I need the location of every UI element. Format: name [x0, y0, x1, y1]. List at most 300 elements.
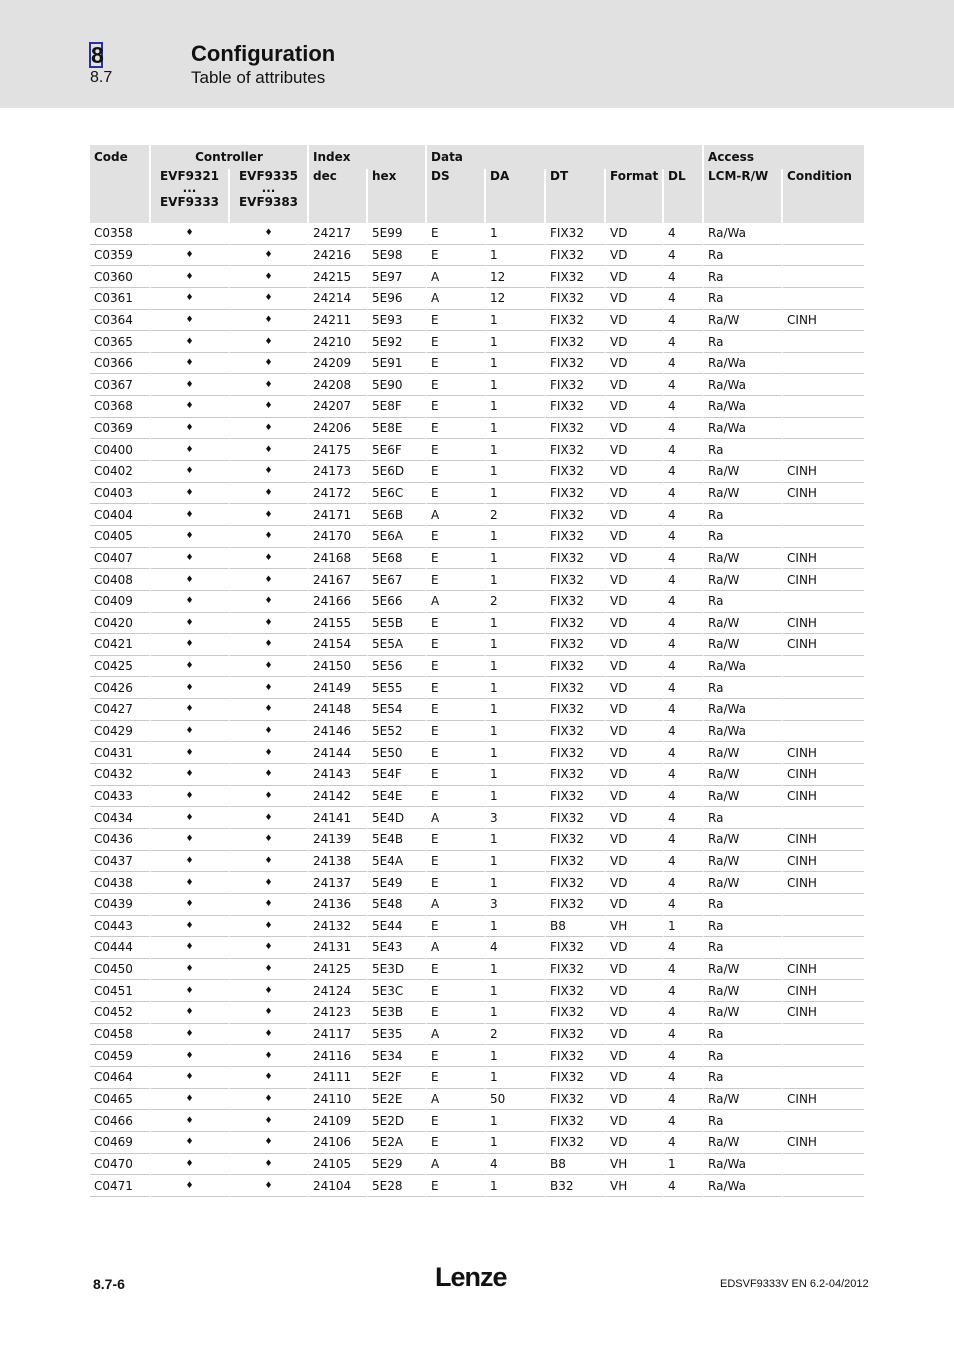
- cell-ds: E: [427, 483, 486, 505]
- cell-hex: 5E5B: [368, 613, 427, 635]
- cell-ds: E: [427, 1132, 486, 1154]
- cell-da: 1: [486, 1045, 546, 1067]
- cell-ds: E: [427, 353, 486, 375]
- cell-hex: 5E4D: [368, 807, 427, 829]
- cell-dt: B8: [546, 1154, 606, 1176]
- cell-format: VD: [606, 288, 664, 310]
- table-row: [90, 526, 864, 548]
- cell-da: 12: [486, 266, 546, 288]
- cell-dl: 4: [664, 483, 704, 505]
- cell-condition: [783, 937, 864, 959]
- cell-hex: 5E3C: [368, 980, 427, 1002]
- cell-ds: E: [427, 1002, 486, 1024]
- cell-dl: 4: [664, 548, 704, 570]
- cell-controller-evf9335-9383-bullet: ♦: [230, 872, 309, 894]
- cell-condition: [783, 526, 864, 548]
- table-row: [90, 504, 864, 526]
- cell-ds: E: [427, 374, 486, 396]
- cell-format: VD: [606, 1067, 664, 1089]
- cell-format: VD: [606, 829, 664, 851]
- cell-dt: FIX32: [546, 721, 606, 743]
- cell-controller-evf9321-9333-bullet: ♦: [151, 526, 230, 548]
- footer-document-id: EDSVF9333V EN 6.2-04/2012: [720, 1278, 869, 1290]
- cell-dl: 4: [664, 418, 704, 440]
- cell-dt: FIX32: [546, 613, 606, 635]
- cell-code: C0405: [90, 526, 151, 548]
- cell-dec: 24109: [309, 1110, 368, 1132]
- cell-dec: 24215: [309, 266, 368, 288]
- cell-code: C0404: [90, 504, 151, 526]
- cell-lcm: Ra: [704, 677, 783, 699]
- table-row: [90, 591, 864, 613]
- cell-dec: 24207: [309, 396, 368, 418]
- cell-dl: 4: [664, 1045, 704, 1067]
- cell-ds: E: [427, 829, 486, 851]
- cell-condition: CINH: [783, 548, 864, 570]
- header-controller: Controller: [151, 145, 309, 169]
- table-row: [90, 807, 864, 829]
- cell-da: 1: [486, 483, 546, 505]
- cell-lcm: Ra: [704, 288, 783, 310]
- cell-dt: FIX32: [546, 872, 606, 894]
- cell-dec: 24167: [309, 569, 368, 591]
- cell-hex: 5E55: [368, 677, 427, 699]
- cell-dt: FIX32: [546, 288, 606, 310]
- cell-ds: A: [427, 807, 486, 829]
- cell-condition: [783, 894, 864, 916]
- cell-format: VD: [606, 980, 664, 1002]
- cell-lcm: Ra/W: [704, 310, 783, 332]
- cell-code: C0360: [90, 266, 151, 288]
- cell-lcm: Ra/Wa: [704, 353, 783, 375]
- cell-format: VH: [606, 1175, 664, 1197]
- cell-format: VH: [606, 916, 664, 938]
- cell-code: C0436: [90, 829, 151, 851]
- table-group-header-row: [90, 145, 864, 169]
- cell-controller-evf9335-9383-bullet: ♦: [230, 959, 309, 981]
- cell-hex: 5E96: [368, 288, 427, 310]
- cell-format: VD: [606, 851, 664, 873]
- cell-code: C0366: [90, 353, 151, 375]
- cell-controller-evf9335-9383-bullet: ♦: [230, 786, 309, 808]
- cell-controller-evf9335-9383-bullet: ♦: [230, 742, 309, 764]
- cell-dec: 24206: [309, 418, 368, 440]
- cell-controller-evf9335-9383-bullet: ♦: [230, 980, 309, 1002]
- cell-lcm: Ra/W: [704, 851, 783, 873]
- cell-da: 1: [486, 851, 546, 873]
- header-data: Data: [427, 145, 704, 169]
- cell-condition: [783, 721, 864, 743]
- cell-dl: 4: [664, 266, 704, 288]
- cell-controller-evf9335-9383-bullet: ♦: [230, 331, 309, 353]
- cell-da: 1: [486, 764, 546, 786]
- cell-condition: [783, 916, 864, 938]
- cell-ds: A: [427, 504, 486, 526]
- cell-ds: E: [427, 677, 486, 699]
- cell-da: 2: [486, 1024, 546, 1046]
- cell-controller-evf9321-9333-bullet: ♦: [151, 353, 230, 375]
- table-row: [90, 461, 864, 483]
- cell-controller-evf9335-9383-bullet: ♦: [230, 439, 309, 461]
- cell-controller-evf9321-9333-bullet: ♦: [151, 1110, 230, 1132]
- cell-format: VD: [606, 786, 664, 808]
- table-row: [90, 829, 864, 851]
- cell-ds: A: [427, 266, 486, 288]
- cell-dec: 24173: [309, 461, 368, 483]
- cell-hex: 5E6D: [368, 461, 427, 483]
- cell-dl: 4: [664, 591, 704, 613]
- table-row: [90, 742, 864, 764]
- cell-format: VD: [606, 374, 664, 396]
- cell-ds: E: [427, 1067, 486, 1089]
- cell-dt: FIX32: [546, 374, 606, 396]
- cell-da: 1: [486, 1067, 546, 1089]
- cell-ds: E: [427, 223, 486, 245]
- cell-dt: FIX32: [546, 266, 606, 288]
- cell-da: 1: [486, 223, 546, 245]
- cell-code: C0450: [90, 959, 151, 981]
- cell-controller-evf9321-9333-bullet: ♦: [151, 245, 230, 267]
- table-row: [90, 1045, 864, 1067]
- cell-controller-evf9321-9333-bullet: ♦: [151, 461, 230, 483]
- cell-dl: 4: [664, 1132, 704, 1154]
- cell-condition: CINH: [783, 872, 864, 894]
- cell-format: VD: [606, 699, 664, 721]
- cell-lcm: Ra/Wa: [704, 223, 783, 245]
- header-access: Access: [704, 145, 864, 169]
- cell-ds: E: [427, 634, 486, 656]
- header-hex: hex: [368, 169, 427, 223]
- cell-hex: 5E2E: [368, 1089, 427, 1111]
- cell-ds: A: [427, 937, 486, 959]
- cell-code: C0459: [90, 1045, 151, 1067]
- cell-format: VD: [606, 656, 664, 678]
- cell-controller-evf9335-9383-bullet: ♦: [230, 396, 309, 418]
- cell-code: C0470: [90, 1154, 151, 1176]
- cell-controller-evf9321-9333-bullet: ♦: [151, 634, 230, 656]
- cell-dec: 24216: [309, 245, 368, 267]
- table-row: [90, 266, 864, 288]
- table-row: [90, 634, 864, 656]
- cell-dec: 24155: [309, 613, 368, 635]
- cell-dec: 24171: [309, 504, 368, 526]
- cell-controller-evf9321-9333-bullet: ♦: [151, 894, 230, 916]
- cell-hex: 5E6F: [368, 439, 427, 461]
- header-dec: dec: [309, 169, 368, 223]
- cell-code: C0432: [90, 764, 151, 786]
- cell-controller-evf9321-9333-bullet: ♦: [151, 266, 230, 288]
- cell-controller-evf9335-9383-bullet: ♦: [230, 764, 309, 786]
- cell-dec: 24131: [309, 937, 368, 959]
- cell-dl: 4: [664, 872, 704, 894]
- cell-controller-evf9321-9333-bullet: ♦: [151, 613, 230, 635]
- cell-controller-evf9335-9383-bullet: ♦: [230, 937, 309, 959]
- cell-code: C0471: [90, 1175, 151, 1197]
- cell-controller-evf9321-9333-bullet: ♦: [151, 591, 230, 613]
- cell-controller-evf9335-9383-bullet: ♦: [230, 1132, 309, 1154]
- cell-lcm: Ra: [704, 916, 783, 938]
- cell-dl: 4: [664, 634, 704, 656]
- cell-code: C0429: [90, 721, 151, 743]
- cell-da: 1: [486, 396, 546, 418]
- cell-da: 1: [486, 331, 546, 353]
- cell-hex: 5E4F: [368, 764, 427, 786]
- cell-ds: E: [427, 851, 486, 873]
- cell-code: C0425: [90, 656, 151, 678]
- cell-controller-evf9335-9383-bullet: ♦: [230, 526, 309, 548]
- cell-lcm: Ra/W: [704, 569, 783, 591]
- cell-hex: 5E3D: [368, 959, 427, 981]
- cell-dt: FIX32: [546, 980, 606, 1002]
- cell-ds: E: [427, 916, 486, 938]
- cell-dl: 4: [664, 1175, 704, 1197]
- cell-da: 1: [486, 677, 546, 699]
- cell-controller-evf9321-9333-bullet: ♦: [151, 916, 230, 938]
- cell-controller-evf9321-9333-bullet: ♦: [151, 786, 230, 808]
- cell-ds: A: [427, 894, 486, 916]
- cell-ds: A: [427, 288, 486, 310]
- cell-controller-evf9335-9383-bullet: ♦: [230, 1089, 309, 1111]
- cell-dec: 24117: [309, 1024, 368, 1046]
- cell-da: 2: [486, 504, 546, 526]
- cell-hex: 5E52: [368, 721, 427, 743]
- cell-dec: 24168: [309, 548, 368, 570]
- cell-da: 1: [486, 721, 546, 743]
- table-row: [90, 418, 864, 440]
- cell-da: 1: [486, 699, 546, 721]
- cell-controller-evf9335-9383-bullet: ♦: [230, 374, 309, 396]
- cell-dl: 4: [664, 439, 704, 461]
- cell-dt: FIX32: [546, 353, 606, 375]
- cell-lcm: Ra: [704, 807, 783, 829]
- cell-code: C0444: [90, 937, 151, 959]
- cell-hex: 5E3B: [368, 1002, 427, 1024]
- cell-dl: 4: [664, 807, 704, 829]
- cell-ds: E: [427, 980, 486, 1002]
- cell-condition: [783, 439, 864, 461]
- cell-lcm: Ra/W: [704, 764, 783, 786]
- cell-dt: FIX32: [546, 677, 606, 699]
- cell-da: 4: [486, 937, 546, 959]
- cell-dt: FIX32: [546, 1089, 606, 1111]
- table-row: [90, 374, 864, 396]
- cell-condition: CINH: [783, 1089, 864, 1111]
- cell-format: VD: [606, 569, 664, 591]
- table-row: [90, 980, 864, 1002]
- cell-condition: [783, 396, 864, 418]
- cell-controller-evf9321-9333-bullet: ♦: [151, 223, 230, 245]
- cell-lcm: Ra/W: [704, 1089, 783, 1111]
- cell-controller-evf9321-9333-bullet: ♦: [151, 937, 230, 959]
- cell-dt: FIX32: [546, 526, 606, 548]
- cell-dec: 24142: [309, 786, 368, 808]
- cell-dec: 24210: [309, 331, 368, 353]
- cell-format: VD: [606, 266, 664, 288]
- cell-da: 1: [486, 786, 546, 808]
- cell-dec: 24132: [309, 916, 368, 938]
- cell-dt: FIX32: [546, 1132, 606, 1154]
- cell-ds: E: [427, 461, 486, 483]
- table-row: [90, 916, 864, 938]
- cell-format: VD: [606, 721, 664, 743]
- cell-da: 1: [486, 872, 546, 894]
- cell-code: C0431: [90, 742, 151, 764]
- cell-controller-evf9335-9383-bullet: ♦: [230, 548, 309, 570]
- table-row: [90, 353, 864, 375]
- cell-lcm: Ra/W: [704, 872, 783, 894]
- cell-dl: 4: [664, 742, 704, 764]
- cell-code: C0434: [90, 807, 151, 829]
- cell-dl: 4: [664, 937, 704, 959]
- cell-dt: FIX32: [546, 396, 606, 418]
- cell-dt: FIX32: [546, 483, 606, 505]
- table-row: [90, 223, 864, 245]
- cell-ds: E: [427, 245, 486, 267]
- cell-code: C0358: [90, 223, 151, 245]
- cell-controller-evf9335-9383-bullet: ♦: [230, 1110, 309, 1132]
- cell-dl: 4: [664, 461, 704, 483]
- cell-dec: 24139: [309, 829, 368, 851]
- cell-format: VD: [606, 937, 664, 959]
- cell-code: C0421: [90, 634, 151, 656]
- cell-condition: CINH: [783, 980, 864, 1002]
- cell-hex: 5E29: [368, 1154, 427, 1176]
- cell-dec: 24106: [309, 1132, 368, 1154]
- cell-format: VD: [606, 461, 664, 483]
- cell-dl: 4: [664, 764, 704, 786]
- cell-condition: CINH: [783, 786, 864, 808]
- cell-hex: 5E66: [368, 591, 427, 613]
- cell-dl: 4: [664, 613, 704, 635]
- cell-dl: 4: [664, 374, 704, 396]
- cell-lcm: Ra: [704, 1110, 783, 1132]
- table-row: [90, 699, 864, 721]
- cell-format: VD: [606, 613, 664, 635]
- cell-code: C0409: [90, 591, 151, 613]
- cell-controller-evf9321-9333-bullet: ♦: [151, 742, 230, 764]
- cell-controller-evf9335-9383-bullet: ♦: [230, 656, 309, 678]
- cell-condition: [783, 677, 864, 699]
- cell-dec: 24104: [309, 1175, 368, 1197]
- cell-dt: FIX32: [546, 418, 606, 440]
- cell-ds: E: [427, 548, 486, 570]
- cell-hex: 5E4E: [368, 786, 427, 808]
- cell-lcm: Ra: [704, 504, 783, 526]
- cell-da: 1: [486, 1110, 546, 1132]
- cell-condition: [783, 223, 864, 245]
- cell-dt: FIX32: [546, 569, 606, 591]
- cell-controller-evf9321-9333-bullet: ♦: [151, 483, 230, 505]
- cell-dec: 24123: [309, 1002, 368, 1024]
- cell-format: VD: [606, 1024, 664, 1046]
- table-row: [90, 1089, 864, 1111]
- table-row: [90, 764, 864, 786]
- cell-controller-evf9321-9333-bullet: ♦: [151, 677, 230, 699]
- cell-dec: 24138: [309, 851, 368, 873]
- cell-code: C0408: [90, 569, 151, 591]
- cell-controller-evf9335-9383-bullet: ♦: [230, 1024, 309, 1046]
- cell-format: VD: [606, 1089, 664, 1111]
- cell-hex: 5E2F: [368, 1067, 427, 1089]
- cell-condition: CINH: [783, 764, 864, 786]
- cell-hex: 5E4B: [368, 829, 427, 851]
- table-row: [90, 721, 864, 743]
- cell-da: 1: [486, 829, 546, 851]
- cell-dl: 4: [664, 851, 704, 873]
- cell-hex: 5E4A: [368, 851, 427, 873]
- cell-dt: FIX32: [546, 504, 606, 526]
- cell-da: 1: [486, 916, 546, 938]
- cell-controller-evf9335-9383-bullet: ♦: [230, 353, 309, 375]
- cell-condition: [783, 591, 864, 613]
- cell-controller-evf9321-9333-bullet: ♦: [151, 504, 230, 526]
- cell-dt: FIX32: [546, 1045, 606, 1067]
- cell-format: VD: [606, 245, 664, 267]
- cell-lcm: Ra/Wa: [704, 699, 783, 721]
- cell-condition: [783, 288, 864, 310]
- header-controller-evf9335-9383: EVF9335 ... EVF9383: [230, 169, 309, 223]
- cell-format: VD: [606, 331, 664, 353]
- cell-ds: A: [427, 591, 486, 613]
- cell-condition: [783, 353, 864, 375]
- cell-controller-evf9335-9383-bullet: ♦: [230, 504, 309, 526]
- cell-ds: E: [427, 569, 486, 591]
- cell-ds: A: [427, 1154, 486, 1176]
- cell-controller-evf9321-9333-bullet: ♦: [151, 699, 230, 721]
- cell-ds: E: [427, 742, 486, 764]
- cell-dt: FIX32: [546, 591, 606, 613]
- cell-lcm: Ra/W: [704, 786, 783, 808]
- cell-da: 1: [486, 439, 546, 461]
- cell-dl: 1: [664, 916, 704, 938]
- cell-dec: 24143: [309, 764, 368, 786]
- cell-controller-evf9335-9383-bullet: ♦: [230, 1175, 309, 1197]
- cell-format: VD: [606, 872, 664, 894]
- cell-controller-evf9321-9333-bullet: ♦: [151, 1067, 230, 1089]
- cell-dt: FIX32: [546, 829, 606, 851]
- cell-dec: 24214: [309, 288, 368, 310]
- cell-code: C0466: [90, 1110, 151, 1132]
- table-row: [90, 396, 864, 418]
- cell-dec: 24111: [309, 1067, 368, 1089]
- table-row: [90, 959, 864, 981]
- cell-controller-evf9321-9333-bullet: ♦: [151, 288, 230, 310]
- cell-dec: 24175: [309, 439, 368, 461]
- cell-da: 1: [486, 461, 546, 483]
- table-sub-header-row: [90, 169, 864, 223]
- cell-dec: 24137: [309, 872, 368, 894]
- cell-lcm: Ra/Wa: [704, 396, 783, 418]
- cell-dec: 24124: [309, 980, 368, 1002]
- cell-lcm: Ra/Wa: [704, 721, 783, 743]
- cell-condition: [783, 699, 864, 721]
- cell-code: C0402: [90, 461, 151, 483]
- page-header-band: [0, 0, 954, 108]
- table-body: [90, 223, 864, 1197]
- cell-lcm: Ra/W: [704, 829, 783, 851]
- cell-ds: E: [427, 1045, 486, 1067]
- cell-format: VD: [606, 634, 664, 656]
- cell-da: 1: [486, 418, 546, 440]
- cell-controller-evf9321-9333-bullet: ♦: [151, 1089, 230, 1111]
- cell-condition: CINH: [783, 851, 864, 873]
- cell-lcm: Ra/W: [704, 634, 783, 656]
- cell-lcm: Ra/Wa: [704, 1175, 783, 1197]
- attributes-table: [90, 145, 864, 1197]
- cell-lcm: Ra/W: [704, 1132, 783, 1154]
- cell-da: 1: [486, 526, 546, 548]
- cell-format: VD: [606, 418, 664, 440]
